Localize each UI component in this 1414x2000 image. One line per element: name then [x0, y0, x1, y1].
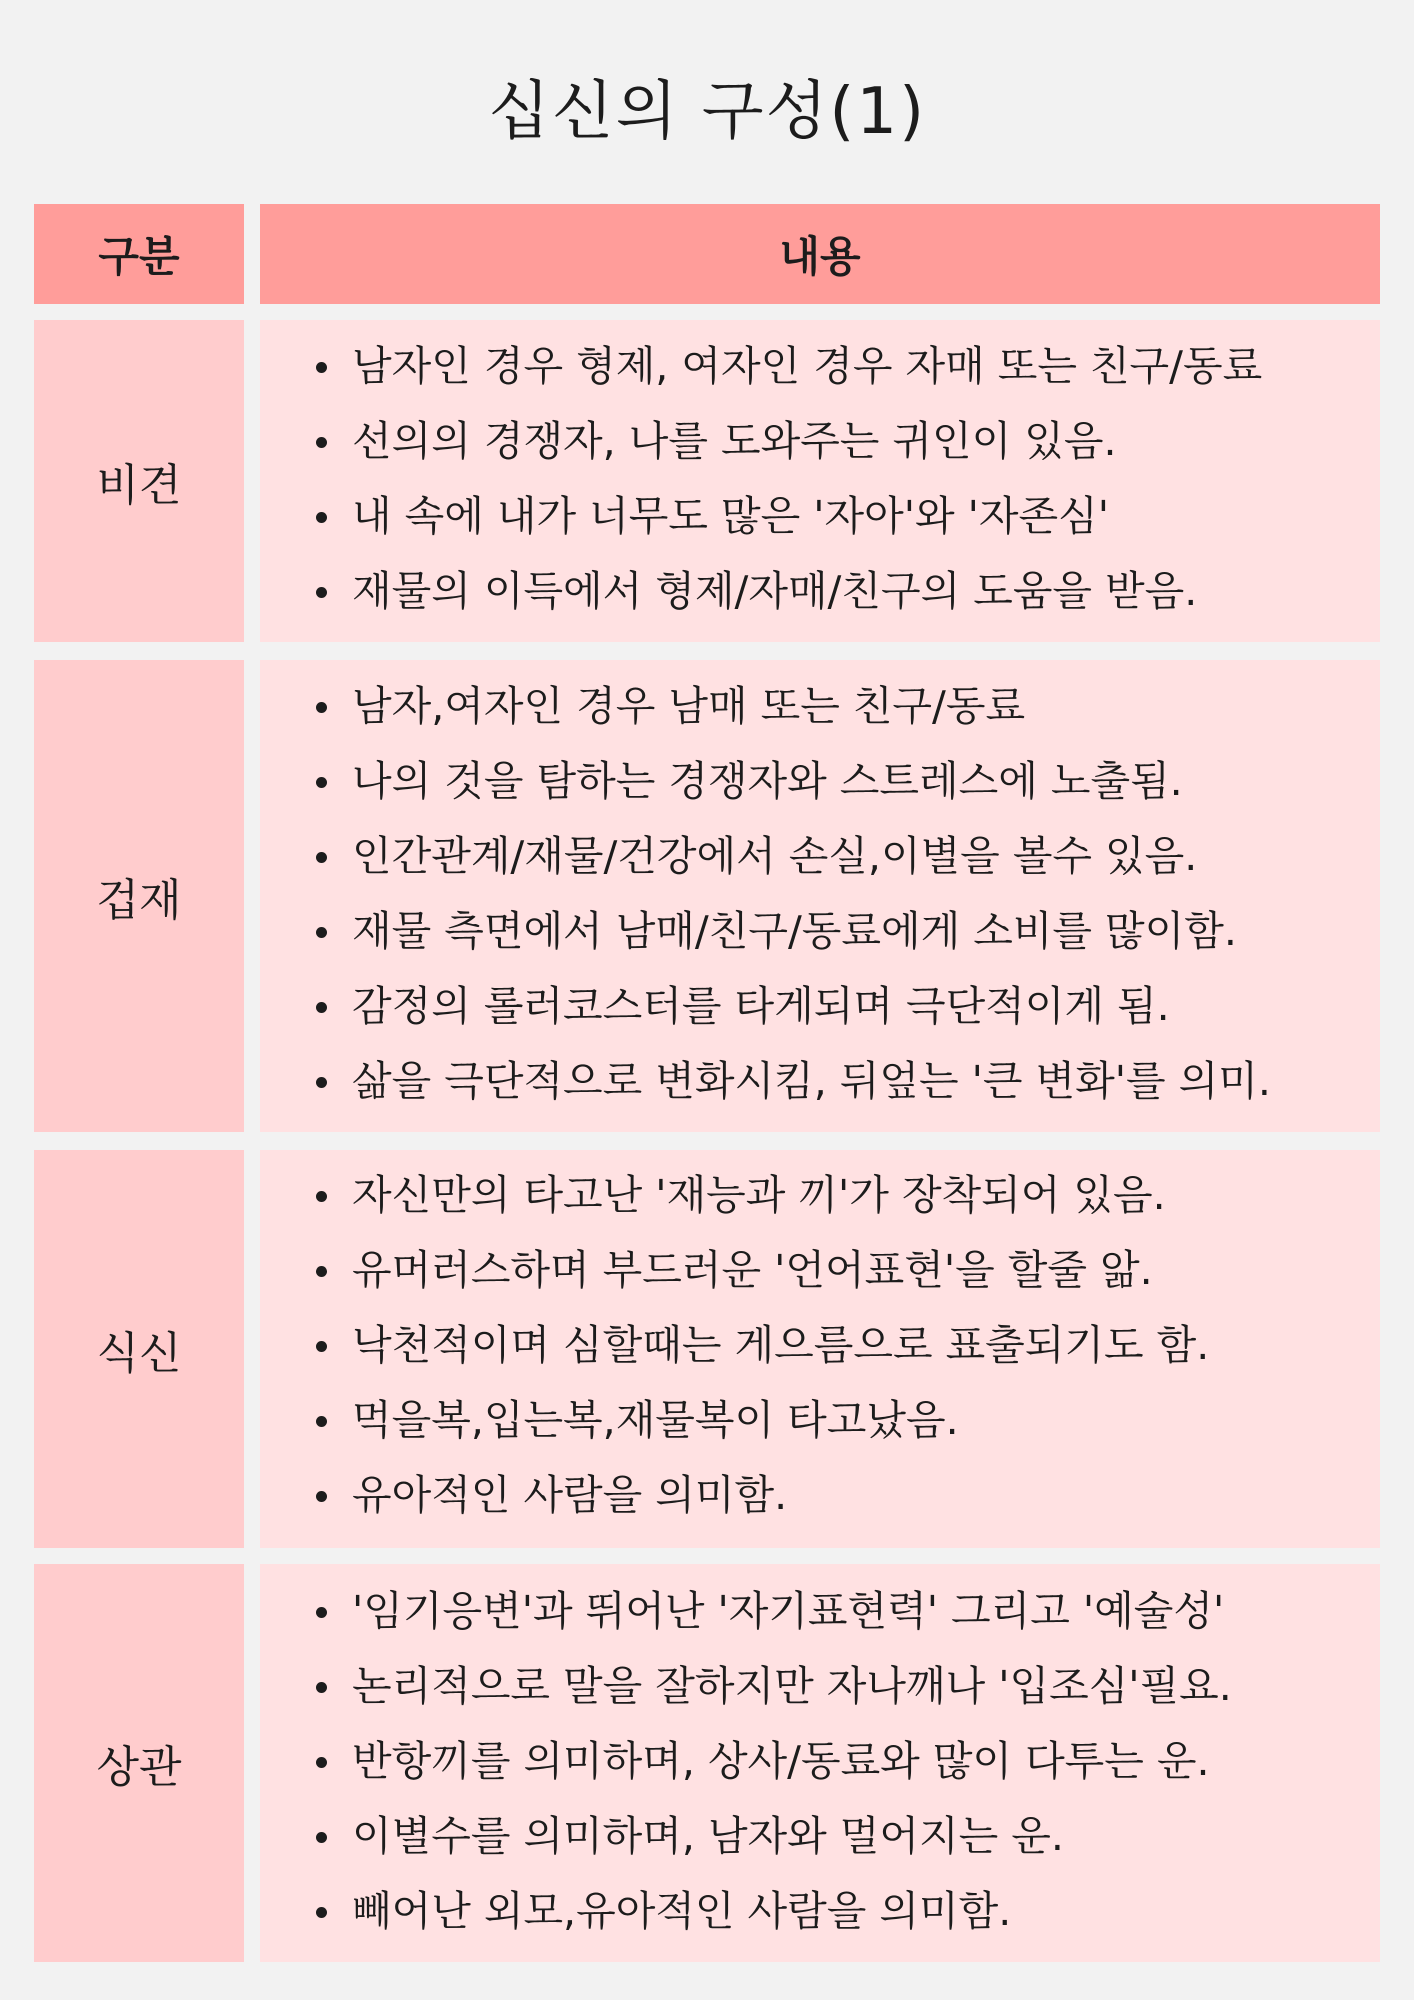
list-item: 반항끼를 의미하며, 상사/동료와 많이 다투는 운.: [312, 1724, 1380, 1799]
row-content-sanggwan: [260, 1564, 1380, 1962]
list-item: 자신만의 타고난 '재능과 끼'가 장착되어 있음.: [312, 1158, 1380, 1233]
item-list: [312, 329, 1380, 629]
list-item: 나의 것을 탐하는 경쟁자와 스트레스에 노출됨.: [312, 744, 1380, 819]
list-item: 남자인 경우 형제, 여자인 경우 자매 또는 친구/동료: [312, 329, 1380, 404]
item-list: [312, 669, 1380, 1119]
header-category: 구분: [34, 204, 244, 304]
list-item: 재물의 이득에서 형제/자매/친구의 도움을 받음.: [312, 554, 1380, 629]
list-item: 재물 측면에서 남매/친구/동료에게 소비를 많이함.: [312, 894, 1380, 969]
list-item: 유아적인 사람을 의미함.: [312, 1458, 1380, 1533]
list-item: 감정의 롤러코스터를 타게되며 극단적이게 됨.: [312, 969, 1380, 1044]
list-item: 삶을 극단적으로 변화시킴, 뒤엎는 '큰 변화'를 의미.: [312, 1044, 1380, 1119]
list-item: 인간관계/재물/건강에서 손실,이별을 볼수 있음.: [312, 819, 1380, 894]
row-category-bigyeon: 비견: [34, 320, 244, 642]
row-content-geopjae: [260, 660, 1380, 1132]
list-item: 낙천적이며 심할때는 게으름으로 표출되기도 함.: [312, 1308, 1380, 1383]
list-item: 선의의 경쟁자, 나를 도와주는 귀인이 있음.: [312, 404, 1380, 479]
list-item: 남자,여자인 경우 남매 또는 친구/동료: [312, 669, 1380, 744]
list-item: 먹을복,입는복,재물복이 타고났음.: [312, 1383, 1380, 1458]
list-item: 빼어난 외모,유아적인 사람을 의미함.: [312, 1874, 1380, 1949]
list-item: '임기응변'과 뛰어난 '자기표현력' 그리고 '예술성': [312, 1574, 1380, 1649]
list-item: 유머러스하며 부드러운 '언어표현'을 할줄 앎.: [312, 1233, 1380, 1308]
item-list: [312, 1158, 1380, 1533]
list-item: 내 속에 내가 너무도 많은 '자아'와 '자존심': [312, 479, 1380, 554]
row-content-siksin: [260, 1150, 1380, 1548]
page-title: 십신의 구성(1): [487, 75, 927, 149]
item-list: [312, 1574, 1380, 1949]
header-content: 내용: [260, 204, 1380, 304]
list-item: 이별수를 의미하며, 남자와 멀어지는 운.: [312, 1799, 1380, 1874]
row-category-siksin: 식신: [34, 1150, 244, 1548]
row-category-sanggwan: 상관: [34, 1564, 244, 1962]
list-item: 논리적으로 말을 잘하지만 자나깨나 '입조심'필요.: [312, 1649, 1380, 1724]
row-category-geopjae: 겁재: [34, 660, 244, 1132]
row-content-bigyeon: [260, 320, 1380, 642]
